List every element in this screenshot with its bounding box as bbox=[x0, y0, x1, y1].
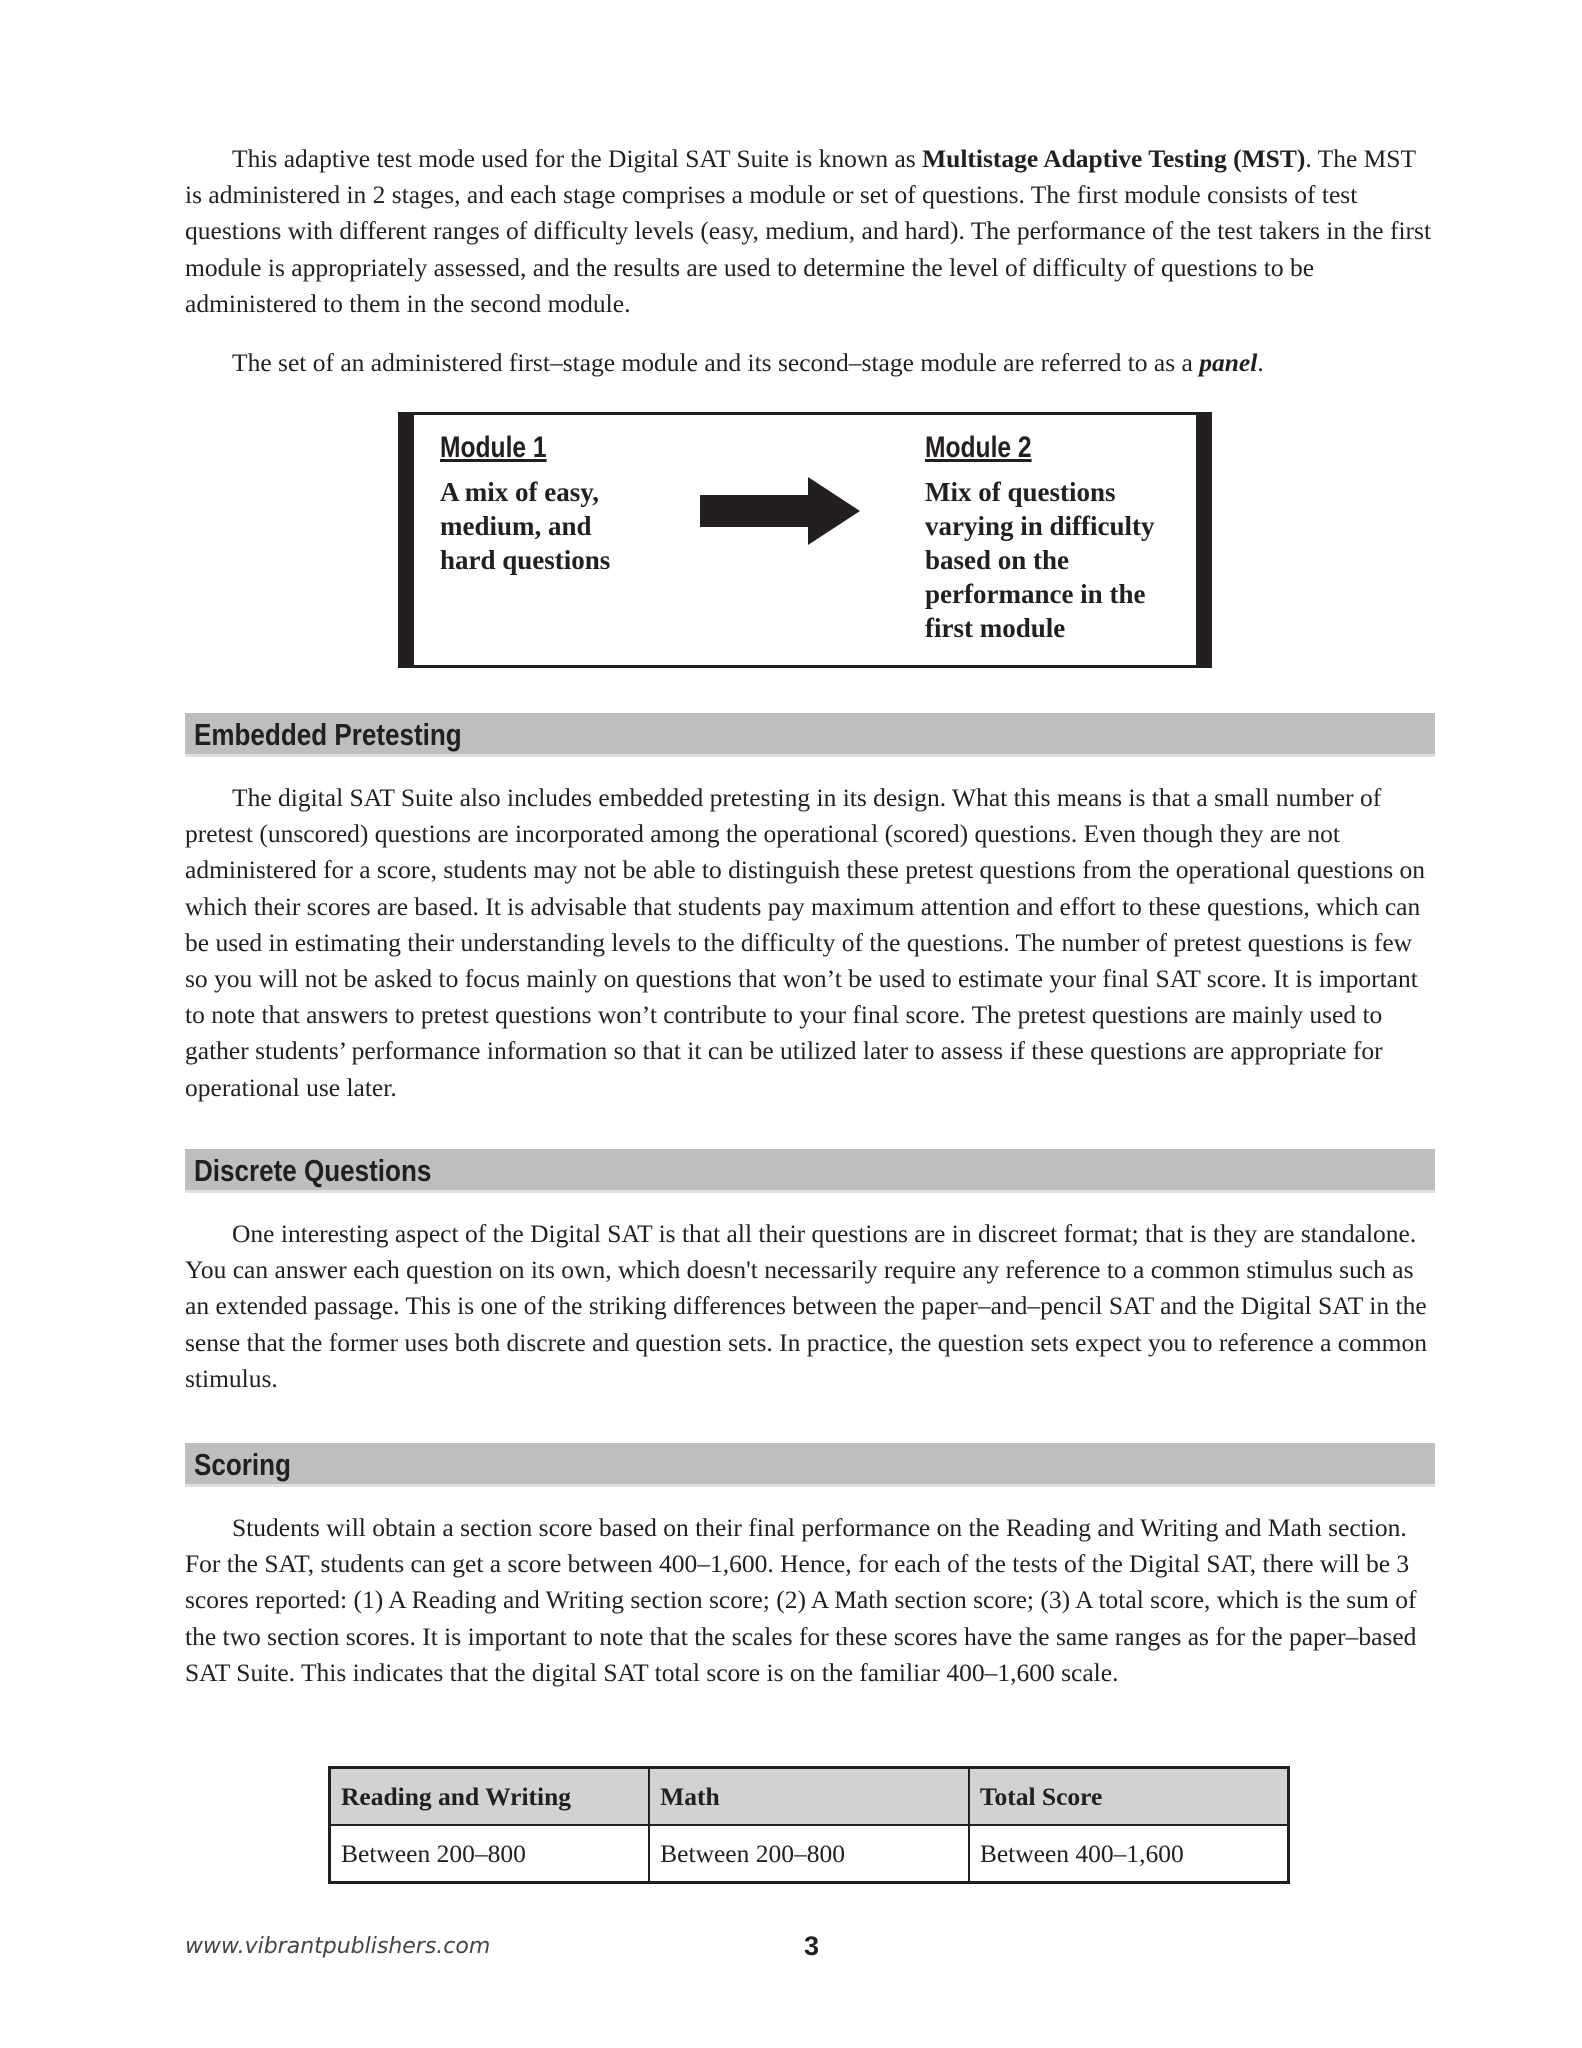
module-1-line: medium, and bbox=[440, 511, 592, 541]
column-header: Math bbox=[649, 1768, 969, 1826]
scoring-paragraph: Students will obtain a section score based on their final performance on the Reading and Writing and Math section. For the SAT, students can get a score between 400–1,600. Hence, for each of the tests of the Digital SAT, there will be 3 scores reported: (1) A Reading and Writing section score; (2) A Math section score; (3) A total score, which is the sum of the two section scores. It is important to note that the scales for these scores have the same ranges as for the paper–based SAT Suite. This indicates that the digital SAT total score is on the familiar 400–1,600 scale. bbox=[185, 1513, 1417, 1687]
module-2-line: Mix of questions bbox=[925, 477, 1116, 507]
section-heading-discrete-questions bbox=[185, 1149, 1435, 1193]
section-heading-text: Scoring bbox=[194, 1447, 291, 1482]
page-number: 3 bbox=[804, 1931, 820, 1961]
column-header: Reading and Writing bbox=[330, 1768, 650, 1826]
module-2-line: performance in the bbox=[925, 579, 1146, 609]
table-header-row bbox=[330, 1768, 1289, 1826]
intro-paragraph-panel bbox=[185, 345, 1435, 381]
score-table bbox=[328, 1766, 1290, 1884]
table-cell: Between 200–800 bbox=[330, 1825, 650, 1883]
module-2-line: varying in difficulty bbox=[925, 511, 1155, 541]
module-1-title: Module 1 bbox=[440, 431, 547, 464]
table-cell: Between 200–800 bbox=[649, 1825, 969, 1883]
pretesting-paragraph: The digital SAT Suite also includes embedded pretesting in its design. What this means is that a small number of pretest (unscored) questions are incorporated among the operational (scored) questions. Even though they are not administered for a score, students may not be able to distinguish these pretest questions from the operational questions on which their scores are based. It is advisable that students pay maximum attention and effort to these questions, which can be used in estimating their understanding levels to the difficulty of the questions. The number of pretest questions is few so you will not be asked to focus mainly on questions that won’t be used to estimate your final SAT score. It is important to note that answers to pretest questions won’t contribute to your final score. The pretest questions are mainly used to gather students’ performance information so that it can be utilized later to assess if these questions are appropriate for operational use later. bbox=[185, 783, 1426, 1102]
section-heading-text: Discrete Questions bbox=[194, 1153, 432, 1188]
mst-term: Multistage Adaptive Testing (MST) bbox=[922, 144, 1306, 173]
module-1-description bbox=[440, 475, 610, 577]
module-1-line: A mix of easy, bbox=[440, 477, 599, 507]
section-heading-text: Embedded Pretesting bbox=[194, 717, 462, 752]
discrete-paragraph: One interesting aspect of the Digital SAT is that all their questions are in discreet format; that is they are standalone. You can answer each question on its own, which doesn't necessarily require any reference to a common stimulus such as an extended passage. This is one of the striking differences between the paper–and–pencil SAT and the Digital SAT in the sense that the former uses both discrete and question sets. In practice, the question sets expect you to reference a common stimulus. bbox=[185, 1219, 1428, 1393]
intro-text-end: . The MST is administered in 2 stages, and each stage comprises a module or set of questions. The first module consists of test questions with different ranges of difficulty levels (easy, medium, and hard). The performance of the test takers in the first module is appropriately assessed, and the results are used to determine the level of difficulty of questions to be administered to them in the second module. bbox=[185, 144, 1432, 318]
panel-term: panel bbox=[1199, 348, 1258, 377]
panel-text-end: . bbox=[1257, 348, 1264, 377]
right-arrow-icon bbox=[700, 477, 860, 545]
table-cell: Between 400–1,600 bbox=[969, 1825, 1289, 1883]
module-2-description bbox=[925, 475, 1155, 645]
module-2-title: Module 2 bbox=[925, 431, 1032, 464]
module-1-line: hard questions bbox=[440, 545, 611, 575]
panel-text-start: The set of an administered first–stage module and its second–stage module are referred to as a bbox=[232, 348, 1200, 377]
intro-paragraph-mst bbox=[185, 141, 1435, 322]
column-header: Total Score bbox=[969, 1768, 1289, 1826]
module-2-line: first module bbox=[925, 613, 1066, 643]
module-2-line: based on the bbox=[925, 545, 1070, 575]
section-heading-scoring bbox=[185, 1443, 1435, 1487]
section-heading-embedded-pretesting bbox=[185, 713, 1435, 757]
intro-text-start: This adaptive test mode used for the Digital SAT Suite is known as bbox=[232, 144, 923, 173]
footer-url: www.vibrantpublishers.com bbox=[185, 1934, 491, 1959]
table-row bbox=[330, 1825, 1289, 1883]
